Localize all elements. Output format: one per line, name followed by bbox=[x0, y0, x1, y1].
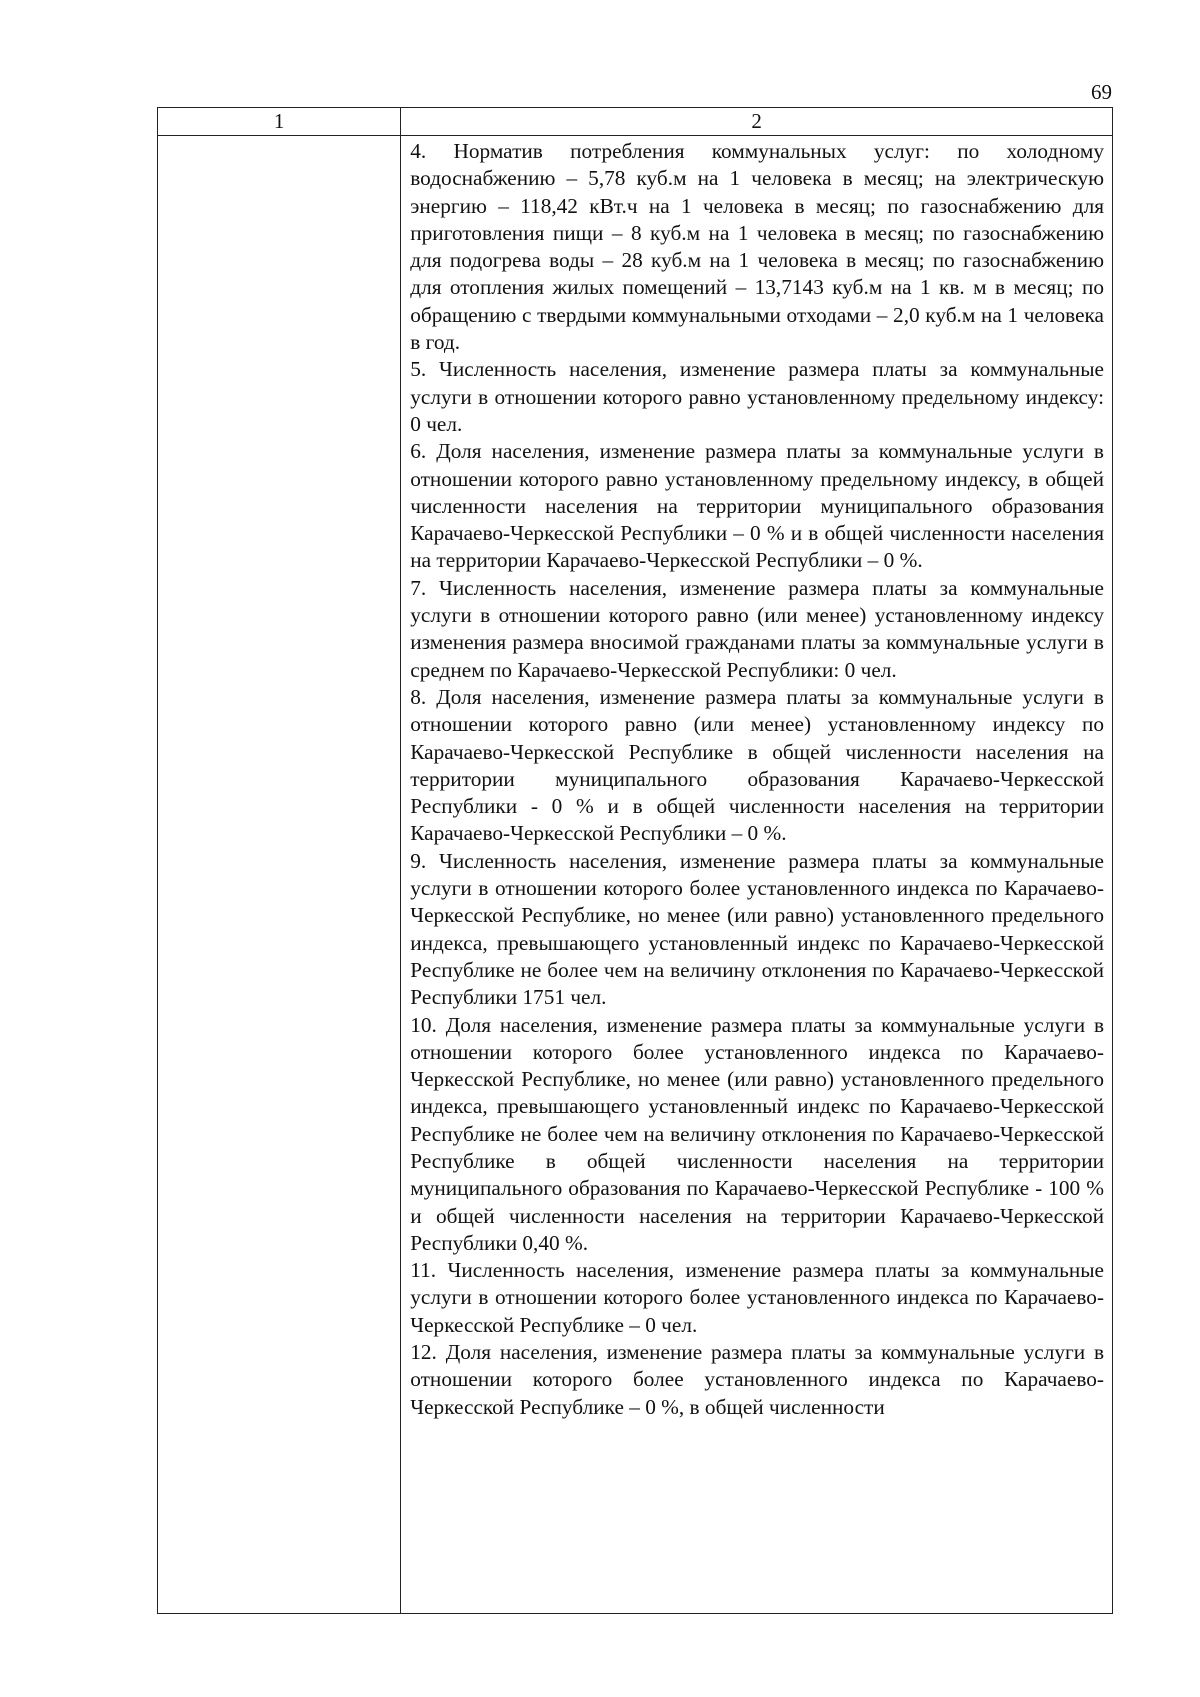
document-table bbox=[157, 107, 1113, 1614]
table-cell-column-2 bbox=[401, 136, 1113, 1614]
paragraph-item-9: 9. Численность населения, изменение размера платы за коммунальные услуги в отношении которого более установленного индекса по Карачаево-Черкесской Республике, но менее (или равно) установленного предельного индекса, превышающего установленный индекс по Карачаево-Черкесской Республике не более чем на величину отклонения по Карачаево-Черкесской Республики 1751 чел. bbox=[410, 848, 1104, 1010]
paragraph-item-6: 6. Доля населения, изменение размера платы за коммунальные услуги в отношении которого равно установленному предельному индексу, в общей численности населения на территории муниципального образования Карачаево-Черкесской Республики – 0 % и в общей численности населения на территории Карачаево-Черкесской Республики – 0 %. bbox=[410, 439, 1104, 573]
column-header-2: 2 bbox=[401, 108, 1113, 136]
paragraph-item-8: 8. Доля населения, изменение размера платы за коммунальные услуги в отношении которого равно (или менее) установленному индексу по Карачаево-Черкесской Республике в общей численности населения на территории муниципального образования Карачаево-Черкесской Республики - 0 % и в общей численности населения на территории Карачаево-Черкесской Республики – 0 %. bbox=[410, 684, 1104, 846]
table-header-row bbox=[158, 108, 1113, 136]
paragraph-item-10: 10. Доля населения, изменение размера платы за коммунальные услуги в отношении которого более установленного индекса по Карачаево-Черкесской Республике, но менее (или равно) установленного предельного индекса, превышающего установленный индекс по Карачаево-Черкесской Республике не более чем на величину отклонения по Карачаево-Черкесской Республике в общей численности населения на территории муниципального образования по Карачаево-Черкесской Республике - 100 % и общей численности населения на территории Карачаево-Черкесской Республики 0,40 %. bbox=[410, 1012, 1104, 1255]
page-number: 69 bbox=[1091, 80, 1112, 104]
paragraph-item-12: 12. Доля населения, изменение размера платы за коммунальные услуги в отношении которого более установленного индекса по Карачаево-Черкесской Республике – 0 %, в общей численности bbox=[410, 1340, 1104, 1419]
paragraph-item-4: 4. Норматив потребления коммунальных услуг: по холодному водоснабжению – 5,78 куб.м на 1 человека в месяц; на электрическую энергию – 118,42 кВт.ч на 1 человека в месяц; по газоснабжению для приготовления пищи – 8 куб.м на 1 человека в месяц; по газоснабжению для подогрева воды – 28 куб.м на 1 человека в месяц; по газоснабжению для отопления жилых помещений – 13,7143 куб.м на 1 кв. м в месяц; по обращению с твердыми коммунальными отходами – 2,0 куб.м на 1 человека в год. bbox=[410, 139, 1104, 355]
paragraph-item-5: 5. Численность населения, изменение размера платы за коммунальные услуги в отношении которого равно установленному предельному индексу: 0 чел. bbox=[410, 357, 1104, 436]
table-body-row bbox=[158, 136, 1113, 1614]
paragraph-item-7: 7. Численность населения, изменение размера платы за коммунальные услуги в отношении которого равно (или менее) установленному индексу изменения размера вносимой гражданами платы за коммунальные услуги в среднем по Карачаево-Черкесской Республики: 0 чел. bbox=[410, 575, 1104, 682]
column-header-1: 1 bbox=[158, 108, 401, 136]
paragraph-item-11: 11. Численность населения, изменение размера платы за коммунальные услуги в отношении которого более установленного индекса по Карачаево-Черкесской Республике – 0 чел. bbox=[410, 1258, 1104, 1337]
table-cell-column-1 bbox=[158, 136, 401, 1614]
